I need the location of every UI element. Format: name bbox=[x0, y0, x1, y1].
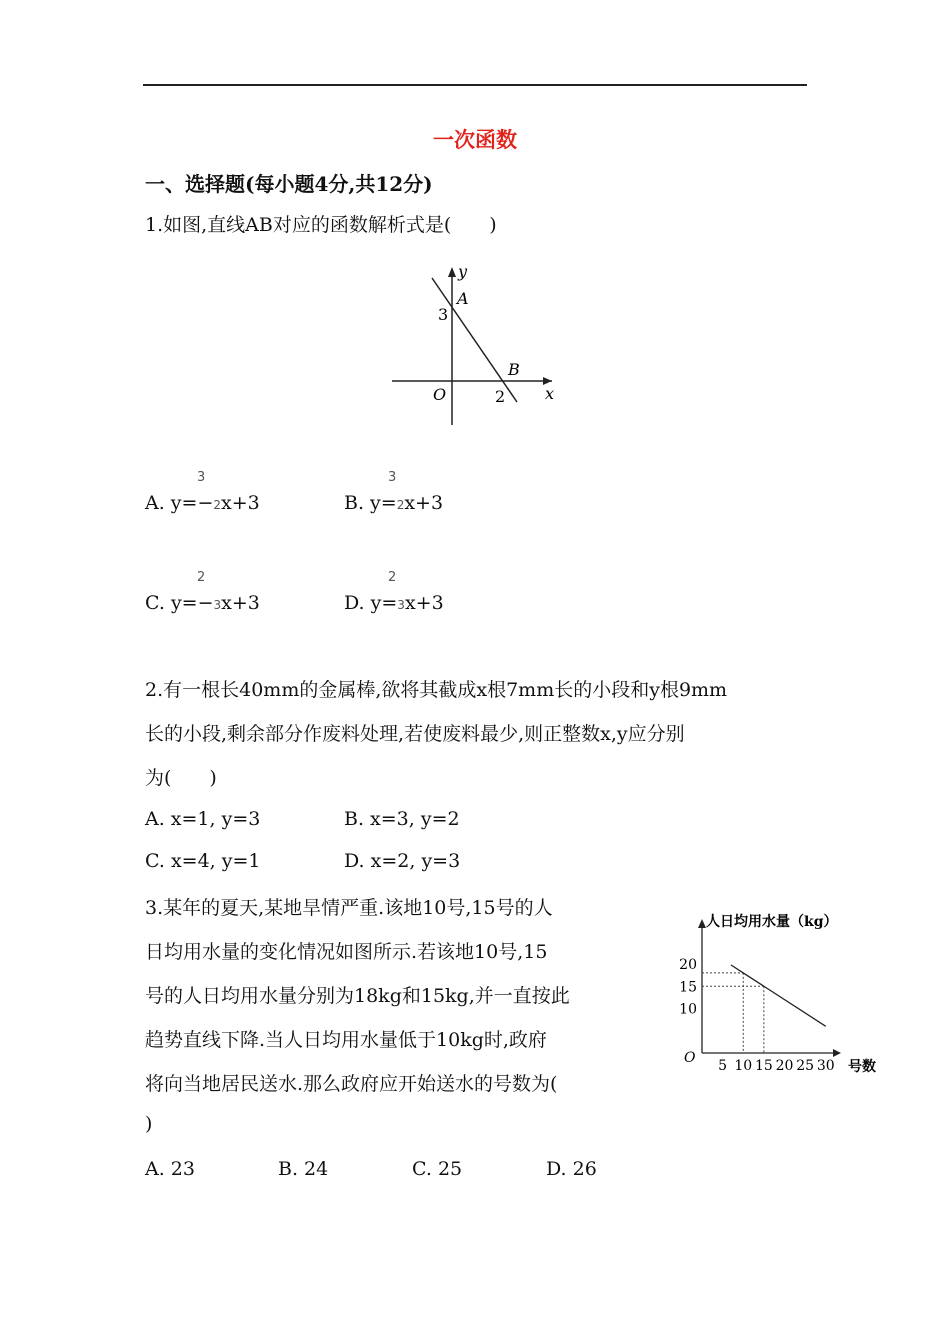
q3-stem-line-1: 3.某年的夏天,某地旱情严重.该地10号,15号的人 bbox=[145, 897, 553, 919]
q2-option-b[interactable]: B. x=3, y=2 bbox=[344, 808, 460, 830]
q1-option-a-denominator: 2 bbox=[213, 498, 222, 512]
q1-option-b-numerator: 3 bbox=[388, 470, 397, 485]
q1-option-b-denominator: 2 bbox=[396, 498, 405, 512]
q1-option-b-suffix: x+3 bbox=[404, 492, 444, 514]
q3-option-a[interactable]: A. 23 bbox=[145, 1158, 195, 1180]
y-axis-arrow-icon bbox=[448, 267, 456, 277]
q1-option-c-suffix: x+3 bbox=[221, 592, 260, 614]
q1-option-c-denominator: 3 bbox=[213, 598, 222, 612]
chart-x-tick-5: 5 bbox=[718, 1058, 728, 1074]
q1-stem: 1.如图,直线AB对应的函数解析式是( ) bbox=[145, 214, 497, 236]
section-heading: 一、选择题(每小题4分,共12分) bbox=[145, 172, 433, 196]
chart-y-label: 人日均用水量（kg） bbox=[706, 914, 838, 930]
q1-option-a-suffix: x+3 bbox=[221, 492, 260, 514]
q2-option-c[interactable]: C. x=4, y=1 bbox=[145, 850, 261, 872]
q1-option-b[interactable] bbox=[344, 492, 443, 514]
chart-guides bbox=[702, 973, 764, 1053]
chart-x-tick-25: 25 bbox=[796, 1058, 815, 1074]
chart-x-tick-15: 15 bbox=[754, 1058, 773, 1074]
page-title: 一次函数 bbox=[433, 127, 517, 152]
q1-option-d-prefix: D. y= bbox=[344, 592, 398, 614]
point-b-label: B bbox=[508, 360, 520, 379]
q3-option-c[interactable]: C. 25 bbox=[412, 1158, 463, 1180]
line-ab bbox=[432, 278, 517, 402]
q1-option-a-numerator: 3 bbox=[197, 470, 206, 485]
y-axis-label: y bbox=[458, 262, 468, 281]
q3-stem-line-2: 日均用水量的变化情况如图所示.若该地10号,15 bbox=[145, 941, 548, 963]
q2-option-a[interactable]: A. x=1, y=3 bbox=[145, 808, 261, 830]
chart-y-axis-arrow-icon bbox=[698, 919, 706, 928]
chart-x-tick-20: 20 bbox=[775, 1058, 794, 1074]
chart-y-tick-20: 20 bbox=[679, 957, 697, 973]
q3-stem-line-3: 号的人日均用水量分别为18kg和15kg,并一直按此 bbox=[145, 985, 570, 1007]
chart-x-label: 号数 bbox=[848, 1059, 876, 1075]
q3-stem-line-4: 趋势直线下降.当人日均用水量低于10kg时,政府 bbox=[145, 1029, 547, 1051]
q3-stem-line-6: ) bbox=[145, 1113, 153, 1135]
q2-stem-line-2: 长的小段,剩余部分作废料处理,若使废料最少,则正整数x,y应分别 bbox=[145, 723, 685, 745]
chart-y-tick-15: 15 bbox=[679, 979, 697, 996]
q3-water-chart bbox=[672, 905, 892, 1085]
q1-option-d-suffix: x+3 bbox=[404, 592, 444, 614]
q1-option-a[interactable] bbox=[145, 492, 260, 514]
chart-y-tick-10: 10 bbox=[679, 1001, 697, 1018]
q1-option-c-prefix: C. y=− bbox=[145, 592, 214, 614]
chart-origin-label: O bbox=[684, 1050, 696, 1066]
q1-option-d-numerator: 2 bbox=[388, 570, 397, 585]
q3-option-d[interactable]: D. 26 bbox=[546, 1158, 597, 1180]
chart-x-tick-30: 30 bbox=[816, 1058, 835, 1074]
chart-x-tick-10: 10 bbox=[734, 1058, 753, 1074]
point-a-label: A bbox=[457, 289, 469, 308]
q3-stem-line-5: 将向当地居民送水.那么政府应开始送水的号数为( bbox=[145, 1073, 558, 1095]
x-axis-label: x bbox=[545, 384, 555, 403]
q3-option-b[interactable]: B. 24 bbox=[278, 1158, 329, 1180]
q2-stem-line-3: 为( ) bbox=[145, 767, 217, 789]
q1-option-c-numerator: 2 bbox=[197, 570, 206, 585]
q2-option-d[interactable]: D. x=2, y=3 bbox=[344, 850, 461, 872]
x-intercept-label: 2 bbox=[495, 387, 506, 406]
q1-option-d[interactable] bbox=[344, 592, 444, 614]
q2-stem-line-1: 2.有一根长40mm的金属棒,欲将其截成x根7mm长的小段和y根9mm bbox=[145, 679, 728, 701]
chart-series-line bbox=[731, 965, 826, 1026]
q1-option-d-denominator: 3 bbox=[397, 598, 405, 612]
top-rule bbox=[143, 84, 807, 86]
q1-option-c[interactable] bbox=[145, 592, 260, 614]
q1-option-a-prefix: A. y=− bbox=[145, 492, 214, 514]
chart-x-axis-arrow-icon bbox=[833, 1049, 841, 1057]
q1-figure bbox=[380, 255, 580, 435]
q1-option-b-prefix: B. y= bbox=[344, 492, 397, 514]
origin-label: O bbox=[433, 385, 447, 404]
y-intercept-label: 3 bbox=[438, 305, 449, 324]
